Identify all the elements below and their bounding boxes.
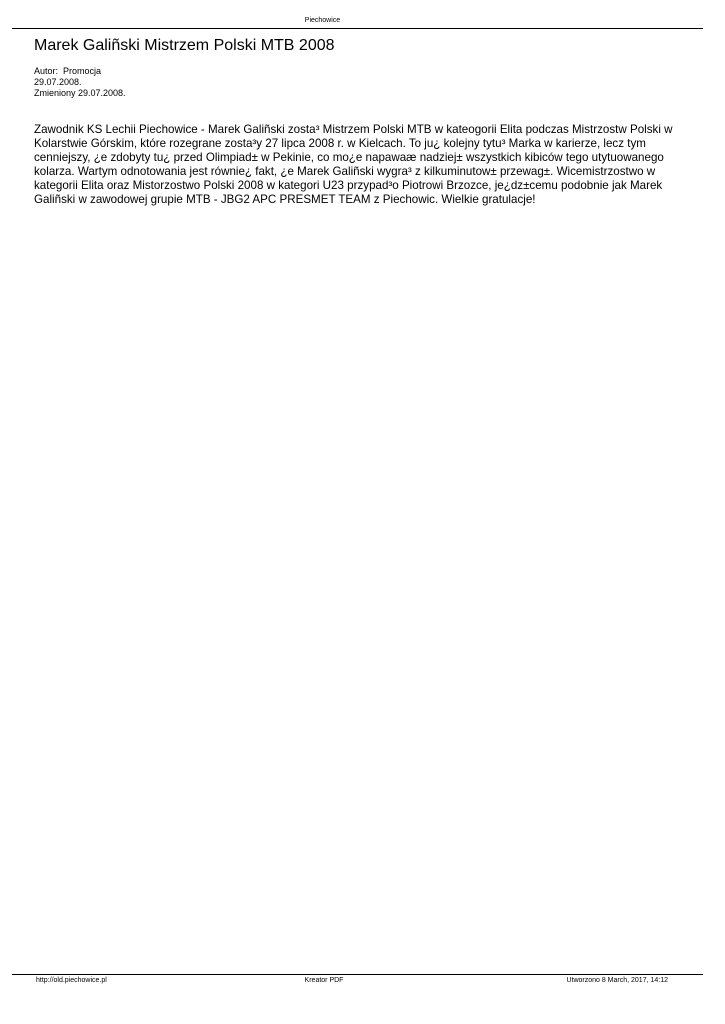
article-modified-date: Zmieniony 29.07.2008. xyxy=(34,88,126,98)
article-meta xyxy=(34,66,126,99)
article-title: Marek Galiñski Mistrzem Polski MTB 2008 xyxy=(34,37,335,54)
footer-generator: Kreator PDF xyxy=(304,977,344,984)
footer-divider xyxy=(12,974,703,975)
header-divider xyxy=(12,28,703,29)
article-date: 29.07.2008. xyxy=(34,77,82,87)
footer-url: http://old.piechowice.pl xyxy=(36,977,107,984)
footer-created-timestamp: Utworzono 8 March, 2017, 14:12 xyxy=(566,977,668,984)
article-author: Autor: Promocja xyxy=(34,66,102,76)
article-body: Zawodnik KS Lechii Piechowice - Marek Galiñski zosta³ Mistrzem Polski MTB w kateogorii Elita podczas Mistrzostw Polski w Kolarstwie Górskim, które rozegrane zosta³y 27 lipca 2008 r. w Kielcach. To ju¿ kolejny tytu³ Marka w karierze, lecz tym cenniejszy, ¿e zdobyty tu¿ przed Olimpiad± w Pekinie, co mo¿e napawaæ nadziej± wszystkich kibiców tego utytuowanego kolarza. Wartym odnotowania jest równie¿ fakt, ¿e Marek Galiñski wygra³ z kilkuminutow± przewag±. Wicemistrzostwo w kategorii Elita oraz Mistorzostwo Polski 2008 w kategori U23 przypad³o Piotrowi Brzozce, je¿dz±cemu podobnie jak Marek Galiñski w zawodowej grupie MTB - JBG2 APC PRESMET TEAM z Piechowic. Wielkie gratulacje! xyxy=(34,123,673,206)
page-header-site-name: Piechowice xyxy=(304,17,341,24)
